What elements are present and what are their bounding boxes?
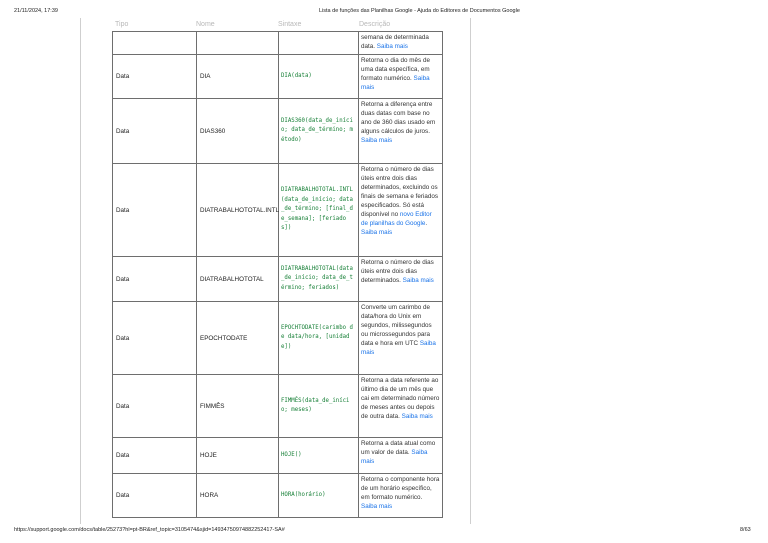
description-text: Retorna o componente hora de um horário específico, em formato numérico.	[361, 476, 440, 501]
learn-more-link[interactable]: Saiba mais	[361, 229, 393, 236]
learn-more-link[interactable]: Saiba mais	[402, 277, 434, 284]
cell-syntax: FIMMÊS(data_de_início; meses)	[279, 375, 359, 438]
table-row	[113, 99, 443, 164]
cell-syntax: EPOCHTODATE(carimbo de data/hora, [unidade])	[279, 302, 359, 375]
table-row	[113, 164, 443, 257]
table-row	[113, 32, 443, 55]
cell-syntax	[279, 32, 359, 55]
cell-syntax: DIATRABALHOTOTAL(data_de_início; data_de_término; feriados)	[279, 257, 359, 302]
cell-type: Data	[113, 438, 197, 474]
table-row	[113, 55, 443, 99]
description-text-end: .	[425, 220, 428, 227]
cell-type: Data	[113, 474, 197, 518]
column-header-syntax: Sintaxe	[278, 21, 302, 28]
cell-description	[359, 99, 443, 164]
column-header-name: Nome	[196, 21, 215, 28]
print-timestamp: 21/11/2024, 17:39	[14, 8, 58, 14]
cell-name: EPOCHTODATE	[197, 302, 279, 375]
table-row	[113, 302, 443, 375]
description-text: Retorna o número de dias úteis entre dois dias determinados, excluindo os finais de semana e feriados especificados. Só está disponível no	[361, 166, 439, 218]
content-border-left	[80, 18, 81, 524]
description-text: Retorna a diferença entre duas datas com base no ano de 360 dias usado em alguns cálculos de juros.	[361, 101, 436, 135]
cell-type: Data	[113, 99, 197, 164]
learn-more-link[interactable]: Saiba mais	[361, 340, 436, 356]
cell-syntax: DIA(data)	[279, 55, 359, 99]
cell-description	[359, 257, 443, 302]
cell-name	[197, 32, 279, 55]
learn-more-link[interactable]: Saiba mais	[401, 413, 433, 420]
column-header-description: Descrição	[359, 21, 391, 28]
cell-syntax: DIAS360(data_de_início; data_de_término; método)	[279, 99, 359, 164]
description-text: Converte um carimbo de data/hora do Unix em segundos, milissegundos ou microssegundos para data e hora em UTC	[361, 304, 432, 347]
cell-type	[113, 32, 197, 55]
cell-syntax: DIATRABALHOTOTAL.INTL(data_de_início; data_de_término; [final_de_semana]; [feriados])	[279, 164, 359, 257]
cell-description	[359, 32, 443, 55]
cell-name: DIA	[197, 55, 279, 99]
cell-description	[359, 438, 443, 474]
table-row	[113, 375, 443, 438]
cell-syntax: HORA(horário)	[279, 474, 359, 518]
learn-more-link[interactable]: Saiba mais	[361, 503, 393, 510]
print-url: https://support.google.com/docs/table/25273?hl=pt-BR&ref_topic=3105474&sjid=14934750974882252417-SA#	[14, 527, 285, 533]
cell-name: DIAS360	[197, 99, 279, 164]
column-header-type: Tipo	[115, 21, 129, 28]
cell-name: DIATRABALHOTOTAL.INTL	[197, 164, 279, 257]
cell-name: HOJE	[197, 438, 279, 474]
content-border-right	[470, 18, 471, 524]
cell-name: DIATRABALHOTOTAL	[197, 257, 279, 302]
cell-name: FIMMÊS	[197, 375, 279, 438]
table-row	[113, 438, 443, 474]
print-page-number: 8/63	[740, 527, 751, 533]
learn-more-link[interactable]: Saiba mais	[361, 449, 428, 465]
cell-type: Data	[113, 302, 197, 375]
description-text: Retorna o dia do mês de uma data específica, em formato numérico.	[361, 57, 430, 82]
table-row	[113, 474, 443, 518]
learn-more-link[interactable]: Saiba mais	[361, 137, 393, 144]
cell-type: Data	[113, 375, 197, 438]
learn-more-link[interactable]: Saiba mais	[376, 43, 408, 50]
cell-description	[359, 474, 443, 518]
functions-table	[112, 31, 443, 518]
cell-type: Data	[113, 164, 197, 257]
cell-description	[359, 302, 443, 375]
cell-description	[359, 55, 443, 99]
cell-description	[359, 164, 443, 257]
cell-syntax: HOJE()	[279, 438, 359, 474]
cell-type: Data	[113, 257, 197, 302]
editor-link[interactable]: novo Editor de planilhas do Google	[361, 211, 432, 227]
table-row	[113, 257, 443, 302]
description-text: Retorna a data atual como um valor de data.	[361, 440, 436, 456]
learn-more-link[interactable]: Saiba mais	[361, 75, 430, 91]
description-text: Retorna a data referente ao último dia de um mês que cai em determinado número de meses antes ou depois de outra data.	[361, 377, 440, 420]
description-text: semana de determinada data.	[361, 34, 429, 50]
cell-name: HORA	[197, 474, 279, 518]
description-text: Retorna o número de dias úteis entre dois dias determinados.	[361, 259, 434, 284]
cell-type: Data	[113, 55, 197, 99]
cell-description	[359, 375, 443, 438]
print-page-title: Lista de funções das Planilhas Google - Ajuda do Editores de Documentos Google	[319, 8, 520, 14]
